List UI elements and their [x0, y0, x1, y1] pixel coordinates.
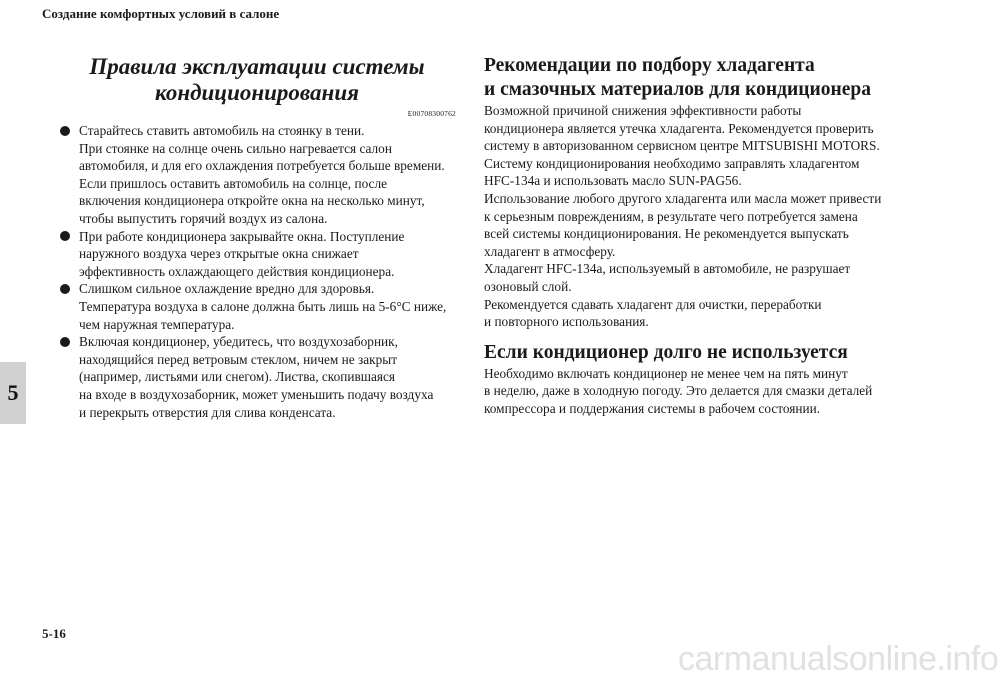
- text-line: кондиционера является утечка хладагента. Рекомендуется проверить: [484, 120, 874, 136]
- text-line: в неделю, даже в холодную погоду. Это делается для смазки деталей: [484, 383, 873, 399]
- bullet-item: [58, 228, 456, 281]
- text-line: и перекрыть отверстия для слива конденсата.: [79, 404, 336, 420]
- text-line: При работе кондиционера закрывайте окна. Поступление: [79, 228, 405, 244]
- title-line: и смазочных материалов для кондиционера: [484, 79, 871, 100]
- bullet-item: [58, 122, 456, 228]
- text-line: (например, листьями или снегом). Листва, скопившаяся: [79, 369, 396, 385]
- watermark: carmanualsonline.info: [678, 640, 998, 678]
- text-line: на входе в воздухозаборник, может уменьшить подачу воздуха: [79, 386, 434, 402]
- chapter-number: 5: [7, 380, 19, 405]
- right-column: [484, 54, 904, 418]
- bullet-item: [58, 280, 456, 333]
- running-header: Создание комфортных условий в салоне: [42, 6, 280, 21]
- text-line: систему в авторизованном сервисном центре MITSUBISHI MOTORS.: [484, 138, 880, 154]
- text-line: автомобиля, и для его охлаждения потребуется больше времени.: [79, 158, 445, 174]
- text-line: HFC-134a и использовать масло SUN-PAG56.: [484, 173, 742, 189]
- text-line: Необходимо включать кондиционер не менее чем на пять минут: [484, 365, 848, 381]
- text-line: Использование любого другого хладагента или масла может привести: [484, 190, 882, 206]
- text-line: Слишком сильное охлаждение вредно для здоровья.: [79, 281, 375, 297]
- section-title-long-idle: Если кондиционер долго не используется: [484, 341, 848, 363]
- section-title-refrigerant: [484, 54, 904, 102]
- text-line: находящийся перед ветровым стеклом, ничем не закрыт: [79, 351, 398, 367]
- bullet-dot-icon: [60, 337, 70, 347]
- text-line: включения кондиционера откройте окна на несколько минут,: [79, 193, 425, 209]
- paragraph-long-idle: [484, 365, 904, 418]
- text-line: чем наружная температура.: [79, 316, 235, 332]
- text-line: Систему кондиционирования необходимо заправлять хладагентом: [484, 155, 860, 171]
- text-line: всей системы кондиционирования. Не рекомендуется выпускать: [484, 226, 849, 242]
- text-line: озоновый слой.: [484, 278, 572, 294]
- text-line: Если пришлось оставить автомобиль на солнце, после: [79, 175, 387, 191]
- bullet-list: [58, 122, 456, 421]
- text-line: Включая кондиционер, убедитесь, что воздухозаборник,: [79, 334, 398, 350]
- title-line: Рекомендации по подбору хладагента: [484, 55, 815, 76]
- text-line: Температура воздуха в салоне должна быть лишь на 5-6°C ниже,: [79, 298, 447, 314]
- text-line: хладагент в атмосферу.: [484, 243, 616, 259]
- left-column: [58, 54, 456, 421]
- text-line: чтобы выпустить горячий воздух из салона.: [79, 210, 328, 226]
- page-number: 5-16: [42, 626, 66, 641]
- title-line: кондиционирования: [155, 80, 359, 105]
- text-line: Возможной причиной снижения эффективности работы: [484, 103, 802, 118]
- text-line: эффективность охлаждающего действия кондиционера.: [79, 263, 395, 279]
- bullet-dot-icon: [60, 231, 70, 241]
- text-line: и повторного использования.: [484, 314, 649, 330]
- section-title-ac-rules: [58, 54, 456, 106]
- chapter-tab: [0, 362, 26, 424]
- paragraph-refrigerant: [484, 102, 904, 331]
- text-line: При стоянке на солнце очень сильно нагревается салон: [79, 140, 392, 156]
- bullet-item: [58, 333, 456, 421]
- text-line: к серьезным повреждениям, в результате чего потребуется замена: [484, 208, 858, 224]
- text-line: наружного воздуха через открытые окна снижает: [79, 246, 359, 262]
- text-line: компрессора и поддержания системы в рабочем состоянии.: [484, 400, 821, 416]
- title-line: Правила эксплуатации системы: [89, 54, 425, 79]
- text-line: Рекомендуется сдавать хладагент для очистки, переработки: [484, 296, 822, 312]
- bullet-dot-icon: [60, 284, 70, 294]
- bullet-dot-icon: [60, 126, 70, 136]
- text-line: Хладагент HFC-134a, используемый в автомобиле, не разрушает: [484, 261, 851, 277]
- text-line: Старайтесь ставить автомобиль на стоянку в тени.: [79, 123, 365, 138]
- document-code: E00708300762: [407, 109, 456, 118]
